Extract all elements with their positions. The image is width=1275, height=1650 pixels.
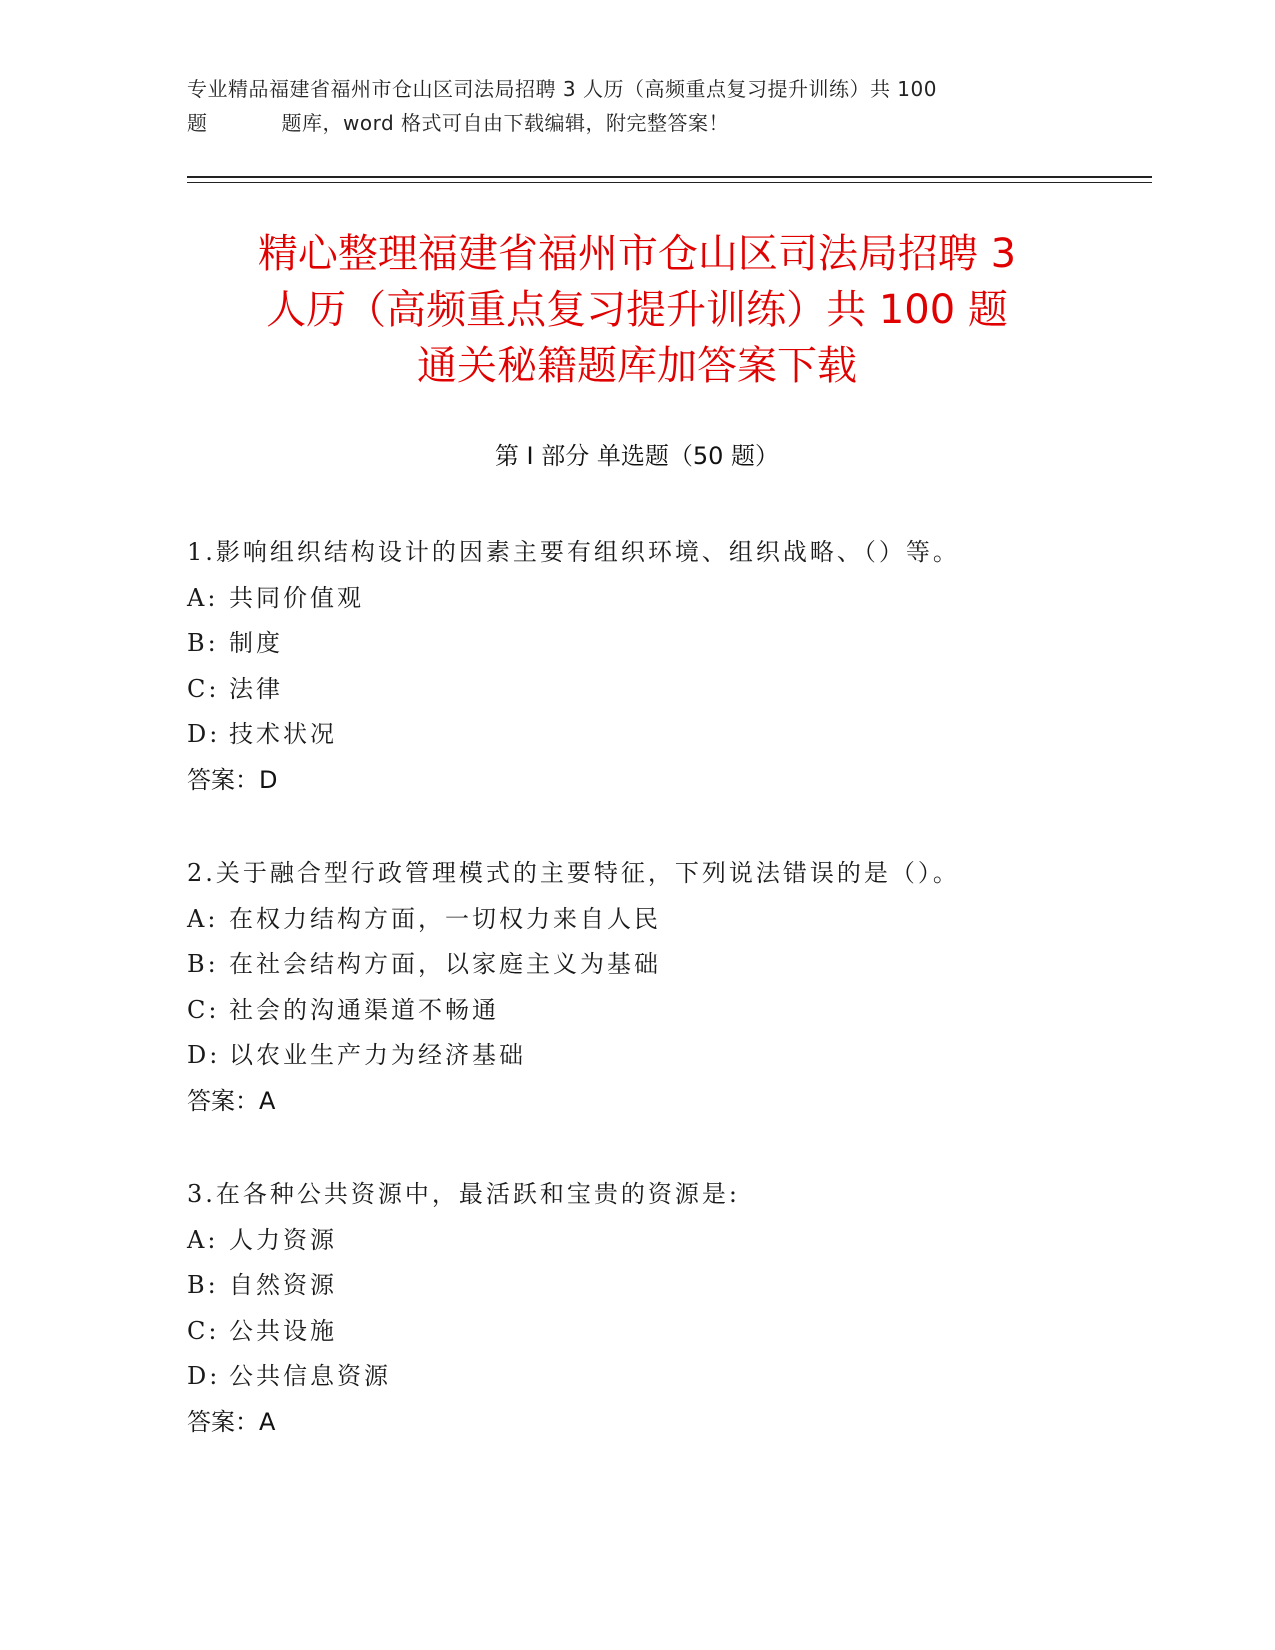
option-text: 共同价值观 [229, 583, 364, 612]
question-stem: 2.关于融合型行政管理模式的主要特征，下列说法错误的是（）。 [187, 859, 960, 887]
section-title: 第 I 部分 单选题（50 题） [494, 442, 780, 470]
option-key: B: [187, 950, 219, 978]
question-list [187, 530, 1127, 1493]
option-text: 以农业生产力为经济基础 [229, 1041, 526, 1069]
option-text: 社会的沟通渠道不畅通 [229, 995, 499, 1024]
question-stem: 1.影响组织结构设计的因素主要有组织环境、组织战略、（）等。 [187, 538, 960, 566]
title-line-2: 人历（高频重点复习提升训练）共 100 题 [266, 287, 1008, 333]
option-c [187, 1309, 1127, 1355]
option-key: A: [187, 1225, 219, 1254]
question-2 [187, 851, 1127, 1124]
question-3 [187, 1172, 1127, 1445]
option-key: B: [187, 1271, 219, 1299]
option-text: 技术状况 [229, 720, 337, 748]
option-text: 公共信息资源 [229, 1362, 391, 1390]
option-key: B: [187, 629, 219, 657]
option-text: 公共设施 [229, 1316, 337, 1345]
title-line-3: 通关秘籍题库加答案下载 [417, 343, 857, 389]
option-b [187, 942, 1127, 988]
option-b [187, 621, 1127, 667]
option-key: D: [187, 720, 221, 748]
option-text: 制度 [229, 629, 283, 657]
option-c [187, 667, 1127, 713]
option-a [187, 1218, 1127, 1264]
option-b [187, 1263, 1127, 1309]
question-1 [187, 530, 1127, 803]
option-text: 人力资源 [229, 1225, 337, 1254]
option-a [187, 897, 1127, 943]
option-key: A: [187, 583, 219, 612]
question-stem: 3.在各种公共资源中，最活跃和宝贵的资源是: [187, 1180, 740, 1208]
option-key: C: [187, 1316, 220, 1345]
option-c [187, 988, 1127, 1034]
document-header [187, 72, 1087, 140]
option-text: 自然资源 [229, 1271, 337, 1299]
option-key: C: [187, 674, 220, 703]
header-divider-thick [187, 176, 1152, 178]
header-divider-thin [187, 182, 1152, 183]
answer-line: 答案：A [187, 1086, 276, 1115]
option-a [187, 576, 1127, 622]
answer-line: 答案：D [187, 765, 278, 794]
header-line-2 [187, 106, 1087, 140]
header-line-2-text: 题库，word 格式可自由下载编辑，附完整答案！ [281, 111, 730, 135]
header-line-2-start: 题 [187, 111, 208, 135]
option-key: D: [187, 1362, 221, 1390]
option-text: 在权力结构方面，一切权力来自人民 [229, 904, 661, 933]
option-text: 在社会结构方面，以家庭主义为基础 [229, 950, 661, 978]
answer-line: 答案：A [187, 1407, 276, 1436]
document-title [187, 226, 1087, 394]
option-key: A: [187, 904, 219, 933]
option-text: 法律 [229, 674, 283, 703]
title-line-1: 精心整理福建省福州市仓山区司法局招聘 3 [257, 231, 1017, 277]
option-key: C: [187, 995, 220, 1024]
option-d [187, 1033, 1127, 1079]
option-d [187, 712, 1127, 758]
header-line-1: 专业精品福建省福州市仓山区司法局招聘 3 人历（高频重点复习提升训练）共 100 [187, 77, 937, 101]
option-key: D: [187, 1041, 221, 1069]
option-d [187, 1354, 1127, 1400]
